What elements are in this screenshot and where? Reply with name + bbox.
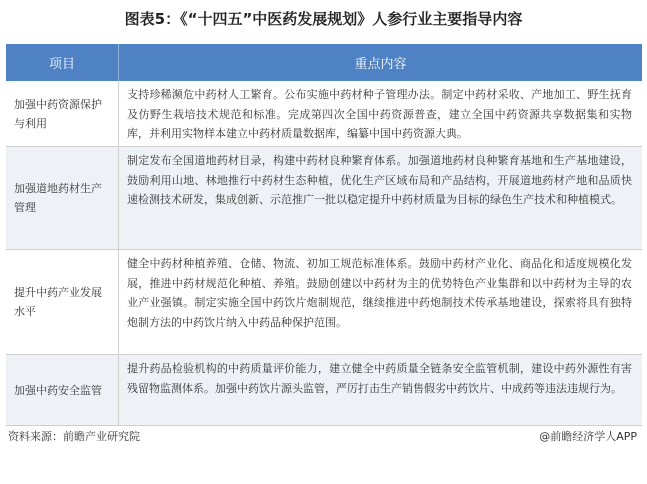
source-note: 资料来源：前瞻产业研究院 [8,430,140,443]
row-content: 制定发布全国道地药材目录，构建中药材良种繁育体系。加强道地药材良种繁育基地和生产基地建设，鼓励利用山地、林地推行中药材生态种植，优化生产区域布局和产品结构，开展道地药材产地和品质快速检测技术研发，集成创新、示范推广一批以稳定提升中药材质量为目标的绿色生产技术和种植模式。 [118,147,642,249]
row-item: 提升中药产业发展水平 [14,286,102,318]
page-title: 图表5：《“十四五”中医药发展规划》人参行业主要指导内容 [124,10,523,28]
row-content: 健全中药材种植养殖、仓储、物流、初加工规范标准体系。鼓励中药材产业化、商品化和适度规模化发展，推进中药材规范化种植、养殖。鼓励创建以中药材为主的优势特色产业集群和以中药材为主导的农业产业强镇。制定实施全国中药饮片炮制规范，继续推进中药炮制技术传承基地建设，探索将具有独特炮制方法的中药饮片纳入中药品种保护范围。 [118,250,642,354]
header-content: 重点内容 [118,44,642,81]
row-item: 加强中药资源保护与利用 [14,97,102,130]
table-row [6,81,642,147]
footer [0,420,647,450]
guidance-table [6,44,642,426]
brand-credit: @前瞻经济学人APP [539,430,637,443]
table-row [6,355,642,426]
table-row [6,250,642,355]
table-row [6,147,642,250]
row-content: 支持珍稀濒危中药材人工繁育。公布实施中药材种子管理办法。制定中药材采收、产地加工、野生抚育及仿野生栽培技术规范和标准。完成第四次全国中药资源普查，建立全国中药资源共享数据集和实物库，并利用实物样本建立中药材质量数据库，编纂中国中药资源大典。 [118,81,642,146]
row-content: 提升药品检验机构的中药质量评价能力，建立健全中药质量全链条安全监管机制，建设中药外源性有害残留物监测体系。加强中药饮片源头监管，严厉打击生产销售假劣中药饮片、中成药等违法违规行为。 [118,355,642,425]
row-item: 加强中药安全监管 [14,383,102,397]
header-item: 项目 [48,57,75,72]
table-header [6,44,642,81]
row-item: 加强道地药材生产管理 [14,182,102,214]
